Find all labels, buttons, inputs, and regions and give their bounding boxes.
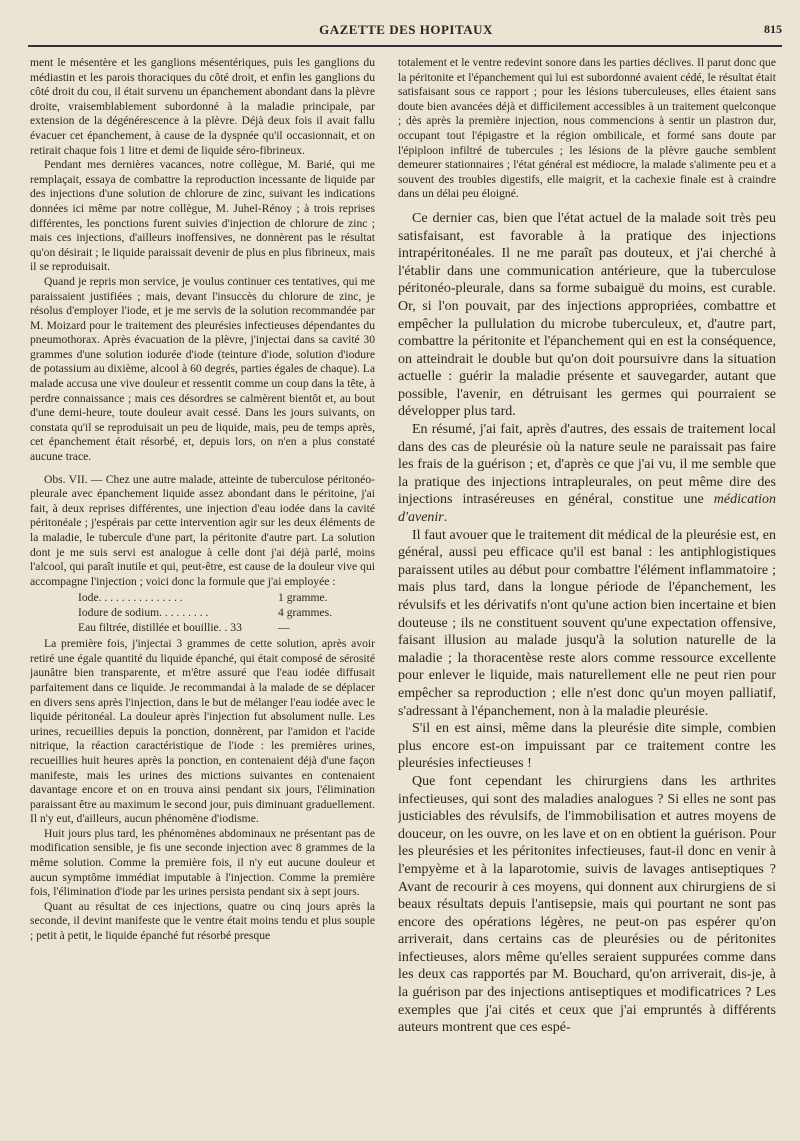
paragraph: ment le mésentère et les ganglions mésentériques, puis les ganglions du médiastin et les parois thoraciques du côté droit, et enfin les ganglions du côté droit du cou, il était survenu un épanchement abondant dans la plèvre droite, vraisemblablement subordonné à la maladie principale, par extension de la dégénérescence à la plèvre. Déjà deux fois il avait fallu évacuer cet épanchement, à cause de la dyspnée qu'il occasionnait, et on retirait chaque fois 1 litre et demi de liquide séro-fibrineux. xyxy=(30,56,375,157)
paragraph: Huit jours plus tard, les phénomènes abdominaux ne présentant pas de modification sensible, je fis une seconde injection avec 8 grammes de la même solution. Comme la première fois, il n'y eut aucune douleur et aucun symptôme immédiat imputable à l'injection. Comme la première fois, l'élimination d'iode par les urines persista pendant six à sept jours. xyxy=(30,826,375,899)
formula-row xyxy=(78,606,375,621)
text-run: En résumé, j'ai fait, après d'autres, des essais de traitement local dans des cas de pleurésie où la nature seule ne paraissait pas faire les frais de la guérison ; et, d'après ce que j'ai vu, il me semble que la pratique des injections intrapleurales, on peut même dire des injections intraséreuses en général, constitue une xyxy=(398,422,776,508)
emphasis-text: médication d'avenir xyxy=(398,492,776,526)
right-column xyxy=(398,56,776,1136)
paragraph: S'il en est ainsi, même dans la pleurésie dite simple, combien plus encore est-on impuissant par ce traitement contre les pleurésies infectieuses ! xyxy=(398,721,776,772)
paragraph: La première fois, j'injectai 3 grammes de cette solution, après avoir retiré une égale quantité du liquide épanché, qui était composé de sérosité jaunâtre bien transparente, et m'être assuré que l'eau iodée diffusait parfaitement dans ce liquide. Je recommandai à la malade de se déplacer en divers sens après l'injection, dans le but de mélanger l'eau iodée avec le liquide péritonéal. La douleur après l'injection fut absolument nulle. Les urines, recueillies depuis la ponction, donnèrent, par l'amidon et l'acide nitrique, la réaction caractéristique de l'iode : les premières urines, recueillies huit heures après la ponction, en contenaient déjà d'une façon manifeste, mais les urines des mictions suivantes en contenaient davantage encore et on en trouva ainsi pendant six jours, l'élimination paraissant être au maximum le second jour, puis diminuant graduellement. Il n'y eut, d'ailleurs, aucun phénomène d'iodisme. xyxy=(30,637,375,826)
journal-title: GAZETTE DES HOPITAUX xyxy=(319,22,493,37)
formula-value: 4 grammes. xyxy=(278,605,333,619)
paragraph xyxy=(398,421,776,527)
paragraph: Que font cependant les chirurgiens dans les arthrites infectieuses, qui sont des maladies analogues ? Si elles ne sont pas justiciables des révulsifs, de l'immobilisation et autres moyens de douceur, on les ouvre, on les lave et on en obtient la guérison. Pour les pleurésies et les péritonites infectieuses, faut-il donc en venir à l'empyème et à la laparotomie, suivis de lavages antiseptiques ? Avant de recourir à ces moyens, qui donnent aux chirurgiens de si beaux résultats depuis l'antisepsie, mais qui pourtant ne sont pas encore des opérations légères, ne peut-on pas espérer qu'on arriverait, dans certains cas de pleurésies ou de péritonites infectieuses, alors même qu'elles seraient suppurées comme dans les deux cas rapportés par M. Bouchard, qu'on arriverait, dis-je, à la guérison par des injections antiseptiques et modificatrices ? Les exemples que j'ai cités et ceux que j'ai empruntés à différents auteurs montrent que ces espé- xyxy=(398,773,776,1036)
paragraph: totalement et le ventre redevint sonore dans les parties déclives. Il parut donc que la péritonite et l'épanchement qui lui est subordonné avaient cédé, le résultat était satisfaisant sous ce rapport ; pour les lésions tuberculeuses, elles étaient sans doute bien avancées déjà et difficilement accessibles à un traitement quelconque ; dès après la première injection, nous commencions à sentir un plastron dur, occupant tout l'épigastre et la région ombilicale, et formé sans doute par l'épiploon infiltré de tubercules ; les lésions de la plèvre gauche semblent demeurer stationnaires ; l'état général est médiocre, la malade s'alimente peu et a souvent des troubles digestifs, elle maigrit, et la cachexie finale est à craindre dans un délai peu éloigné. xyxy=(398,56,776,201)
formula-row xyxy=(78,621,375,636)
page-header xyxy=(30,20,782,42)
formula-value: — xyxy=(278,620,290,634)
paragraph: Quand je repris mon service, je voulus continuer ces tentatives, qui me paraissaient justifiées ; mais, devant l'insuccès du chlorure de zinc, je résolus d'employer l'iode, et je me servis de la solution recommandée par M. Moizard pour le traitement des pleurésies infectieuses dépendantes du pneumothorax. Après évacuation de la plèvre, j'injectai dans sa cavité 30 grammes d'une solution iodurée d'iode (teinture d'iode, solution d'iodure de potassium au dixième, alcool à 60 degrés, parties égales de chaque). La malade accusa une vive douleur et ressentit comme un coup dans la tête, à perdre connaissance ; mais ces désordres se calmèrent bientôt et, au bout d'une demi-heure, toute douleur avait cessé. Dans les jours suivants, on constata qu'il se reproduisait un peu de liquide, mais, peu de temps après, cet épanchement était résorbé, et, depuis lors, on n'en a plus constaté aucune trace. xyxy=(30,274,375,464)
formula-label: Iodure de sodium. . . . . . . . . xyxy=(78,605,209,619)
formula-block xyxy=(78,591,375,635)
paragraph: Il faut avouer que le traitement dit médical de la pleurésie est, en général, aussi peu efficace qu'il est banal : les antiphlogistiques paraissent utiles au début pour combattre l'élément inflammatoire ; mais plus tard, dans la longue période de l'épanchement, les révulsifs et les dérivatifs n'ont qu'une action bien incertaine et bien douteuse ; ils ne constituent souvent qu'une expectation offensive, faisant illusion au malade jusqu'à la solution naturelle de la maladie ; la thoracentèse reste alors comme ressource excellente pour enlever le liquide, mais naturellement elle ne peut rien pour empêcher sa reproduction ; elle n'est donc qu'un moyen palliatif, s'adressant à l'épanchement, non à la maladie pleurésie. xyxy=(398,527,776,719)
formula-label: Eau filtrée, distillée et bouillie. . 33 xyxy=(78,620,242,634)
observation-paragraph: Obs. VII. — Chez une autre malade, atteinte de tuberculose péritonéo-pleurale avec épanchement liquide assez abondant dans le péritoine, j'ai fait, à deux reprises différentes, une injection d'eau iodée dans la cavité péritonéale ; j'espérais par cette intervention agir sur les deux éléments de la maladie, le tubercule d'une part, la péritonite d'autre part. La solution dont je me suis servi est analogue à celle dont j'ai déjà parlé, moins l'alcool, qui paraît inutile et qui, peut-être, est cause de la douleur vive qui accompagne l'injection ; voici donc la formule que j'ai employée : xyxy=(30,472,375,588)
paragraph: Pendant mes dernières vacances, notre collègue, M. Barié, qui me remplaçait, essaya de combattre la reproduction incessante de liquide par des injections d'une solution de chlorure de zinc, suivant les indications données ici même par notre collègue, M. Juhel-Rénoy ; à trois reprises différentes, les ponctions furent suivies d'injection de chlorure de zinc ; mais ces injections, d'ailleurs inoffensives, ne donnèrent pas le résultat qu'on désirait ; le liquide paraissait devenir de plus en plus fibrineux, mais il se reproduisait. xyxy=(30,158,375,274)
left-column xyxy=(30,56,375,1136)
paragraph: Ce dernier cas, bien que l'état actuel de la malade soit très peu satisfaisant, est favorable à la pratique des injections intrapéritonéales. Il ne me paraît pas douteux, et j'ai cherché à l'établir dans une communication antérieure, que la tuberculose péritonéo-pleurale, dans sa forme subaiguë du moins, est curable. Or, si l'on pouvait, par des injections appropriées, combattre et empêcher la pullulation du microbe tuberculeux, et, d'autre part, combattre la péritonite et l'épanchement qui en est la conséquence, on atteindrait le double but qu'on doit poursuivre dans la situation actuelle : guérir la maladie présente et sauvegarder, autant que possible, l'avenir, en détruisant les germes qui pourraient se développer plus tard. xyxy=(398,210,776,420)
formula-value: 1 gramme. xyxy=(278,591,328,605)
header-rule xyxy=(28,45,782,47)
formula-row xyxy=(78,591,375,606)
paragraph: Quant au résultat de ces injections, quatre ou cinq jours après la seconde, il devint manifeste que le ventre était moins tendu et plus souple ; petit à petit, le liquide épanché fut résorbé presque xyxy=(30,899,375,943)
text-run: . xyxy=(443,510,448,526)
large-type-section xyxy=(398,210,776,1037)
formula-label: Iode. . . . . . . . . . . . . . . xyxy=(78,591,183,605)
page-number: 815 xyxy=(764,22,782,36)
